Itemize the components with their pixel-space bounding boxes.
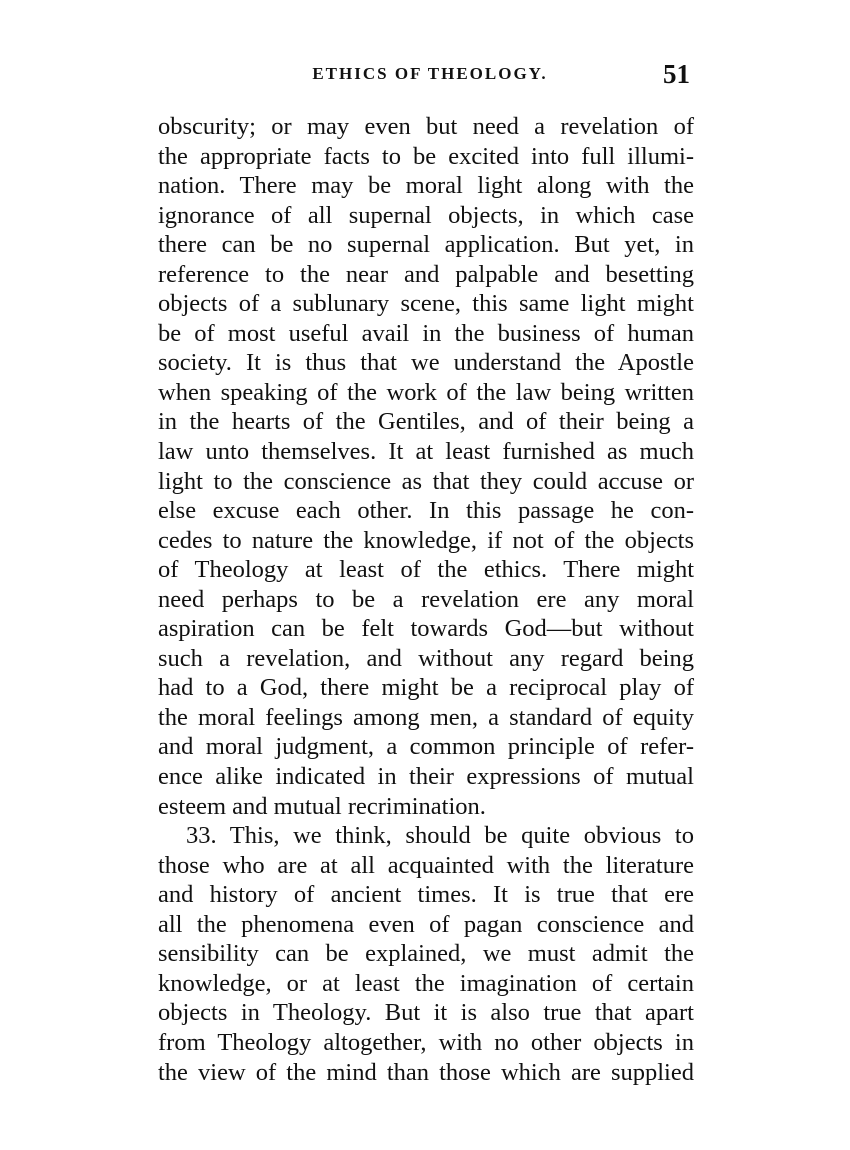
text-line: in the hearts of the Gentiles, and of their being a	[158, 408, 694, 436]
text-line: ignorance of all supernal objects, in which case	[158, 201, 694, 229]
text-line: and history of ancient times. It is true that ere	[158, 881, 694, 909]
text-line: such a revelation, and without any regard being	[158, 644, 694, 672]
text-line: the appropriate facts to be excited into full illumi-	[158, 142, 694, 170]
text-line: from Theology altogether, with no other objects in	[158, 1028, 694, 1056]
paragraph-end-line: esteem and mutual recrimination.	[158, 792, 486, 820]
text-line: when speaking of the work of the law being written	[158, 378, 694, 406]
text-line: and moral judgment, a common principle of refer-	[158, 733, 694, 761]
text-line: knowledge, or at least the imagination of certain	[158, 969, 694, 997]
text-line: society. It is thus that we understand the Apostle	[158, 349, 694, 377]
text-line: be of most useful avail in the business of human	[158, 319, 694, 347]
text-line: objects of a sublunary scene, this same light might	[158, 290, 694, 318]
text-line: law unto themselves. It at least furnished as much	[158, 438, 694, 466]
text-line: objects in Theology. But it is also true that apart	[158, 999, 694, 1027]
text-line: the moral feelings among men, a standard of equity	[158, 703, 694, 731]
text-line: had to a God, there might be a reciprocal play of	[158, 674, 694, 702]
text-line: obscurity; or may even but need a revelation of	[158, 113, 694, 140]
running-head	[158, 59, 694, 92]
text-line: ence alike indicated in their expressions of mutual	[158, 763, 694, 791]
text-line: there can be no supernal application. But yet, in	[158, 231, 694, 259]
text-line: else excuse each other. In this passage he con-	[158, 497, 694, 525]
text-line: aspiration can be felt towards God—but without	[158, 615, 694, 643]
text-line: cedes to nature the knowledge, if not of the objects	[158, 526, 694, 554]
text-line: need perhaps to be a revelation ere any moral	[158, 585, 694, 613]
text-line: of Theology at least of the ethics. There might	[158, 556, 694, 584]
text-line: reference to the near and palpable and besetting	[158, 260, 694, 288]
text-line: sensibility can be explained, we must admit the	[158, 940, 694, 968]
text-line: light to the conscience as that they could accuse or	[158, 467, 694, 495]
text-line: all the phenomena even of pagan conscience and	[158, 910, 694, 938]
page-number: 51	[663, 59, 690, 89]
running-title: ETHICS OF THEOLOGY.	[312, 64, 548, 83]
text-line: the view of the mind than those which are supplied	[158, 1058, 694, 1086]
body-text	[158, 112, 694, 1087]
paragraph-start-line: 33. This, we think, should be quite obvious to	[186, 822, 694, 850]
text-line: nation. There may be moral light along with the	[158, 172, 694, 200]
text-line: those who are at all acquainted with the literature	[158, 851, 694, 879]
